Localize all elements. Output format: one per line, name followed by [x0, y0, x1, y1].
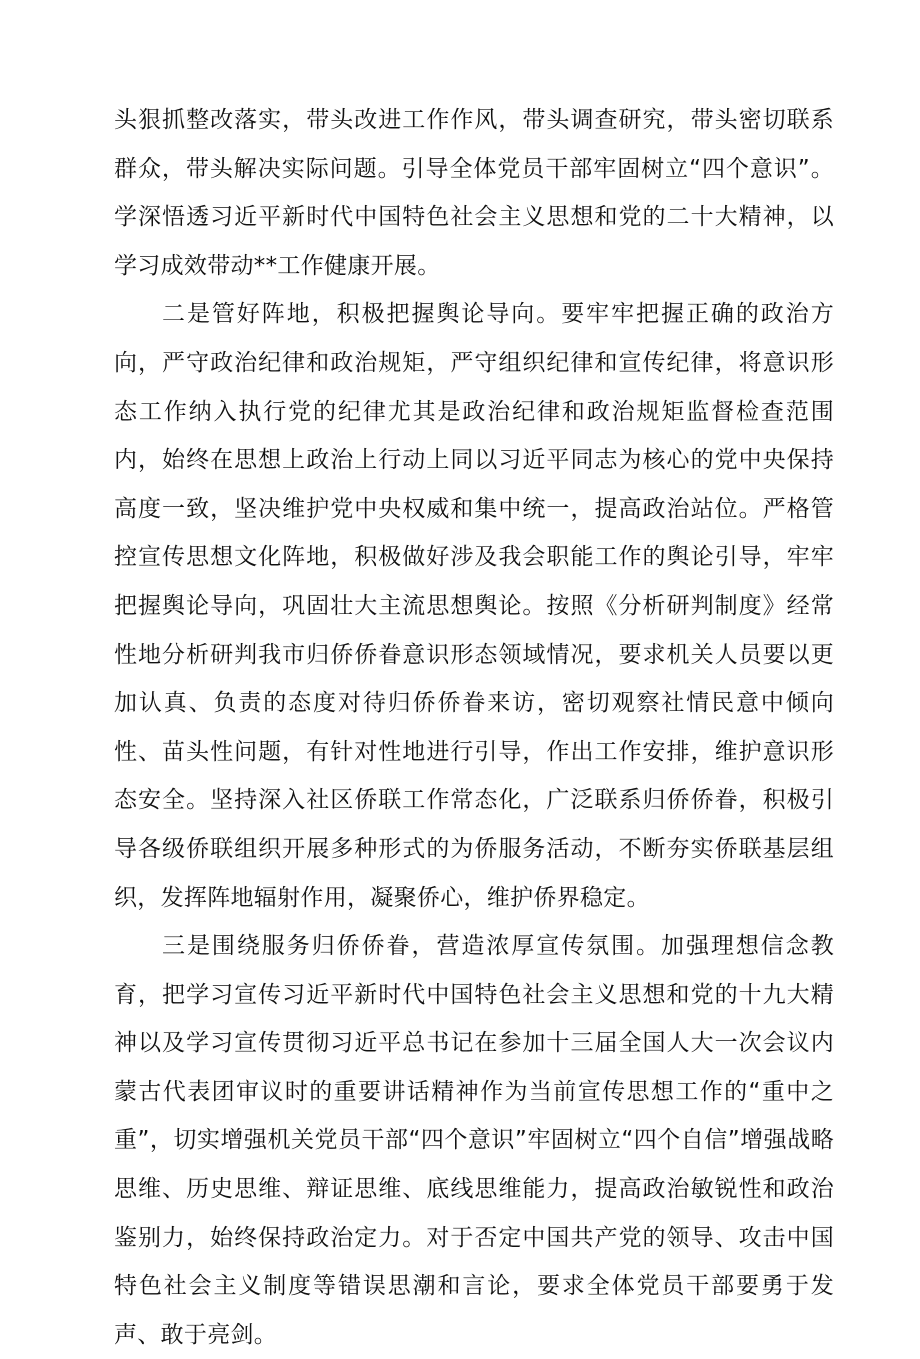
paragraph-1: 头狠抓整改落实，带头改进工作作风，带头调查研究，带头密切联系群众，带头解决实际问题。引导全体党员干部牢固树立“四个意识”。学深悟透习近平新时代中国特色社会主义思想和党的二十大精神，以学习成效带动**工作健康开展。 — [114, 107, 834, 279]
document-body — [114, 96, 834, 1359]
paragraph-3: 三是围绕服务归侨侨眷，营造浓厚宣传氛围。加强理想信念教育，把学习宣传习近平新时代中国特色社会主义思想和党的十九大精神以及学习宣传贯彻习近平总书记在参加十三届全国人大一次会议内蒙古代表团审议时的重要讲话精神作为当前宣传思想工作的“重中之重”，切实增强机关党员干部“四个意识”牢固树立“四个自信”增强战略思维、历史思维、辩证思维、底线思维能力，提高政治敏锐性和政治鉴别力，始终保持政治定力。对于否定中国共产党的领导、攻击中国特色社会主义制度等错误思潮和言论，要求全体党员干部要勇于发声、敢于亮剑。 — [114, 933, 834, 1348]
paragraph-2: 二是管好阵地，积极把握舆论导向。要牢牢把握正确的政治方向，严守政治纪律和政治规矩，严守组织纪律和宣传纪律，将意识形态工作纳入执行党的纪律尤其是政治纪律和政治规矩监督检查范围内，始终在思想上政治上行动上同以习近平同志为核心的党中央保持高度一致，坚决维护党中央权威和集中统一，提高政治站位。严格管控宣传思想文化阵地，积极做好涉及我会职能工作的舆论引导，牢牢把握舆论导向，巩固壮大主流思想舆论。按照《分析研判制度》经常性地分析研判我市归侨侨眷意识形态领域情况，要求机关人员要以更加认真、负责的态度对待归侨侨眷来访，密切观察社情民意中倾向性、苗头性问题，有针对性地进行引导，作出工作安排，维护意识形态安全。坚持深入社区侨联工作常态化，广泛联系归侨侨眷，积极引导各级侨联组织开展多种形式的为侨服务活动，不断夯实侨联基层组织，发挥阵地辐射作用，凝聚侨心，维护侨界稳定。 — [114, 301, 834, 911]
